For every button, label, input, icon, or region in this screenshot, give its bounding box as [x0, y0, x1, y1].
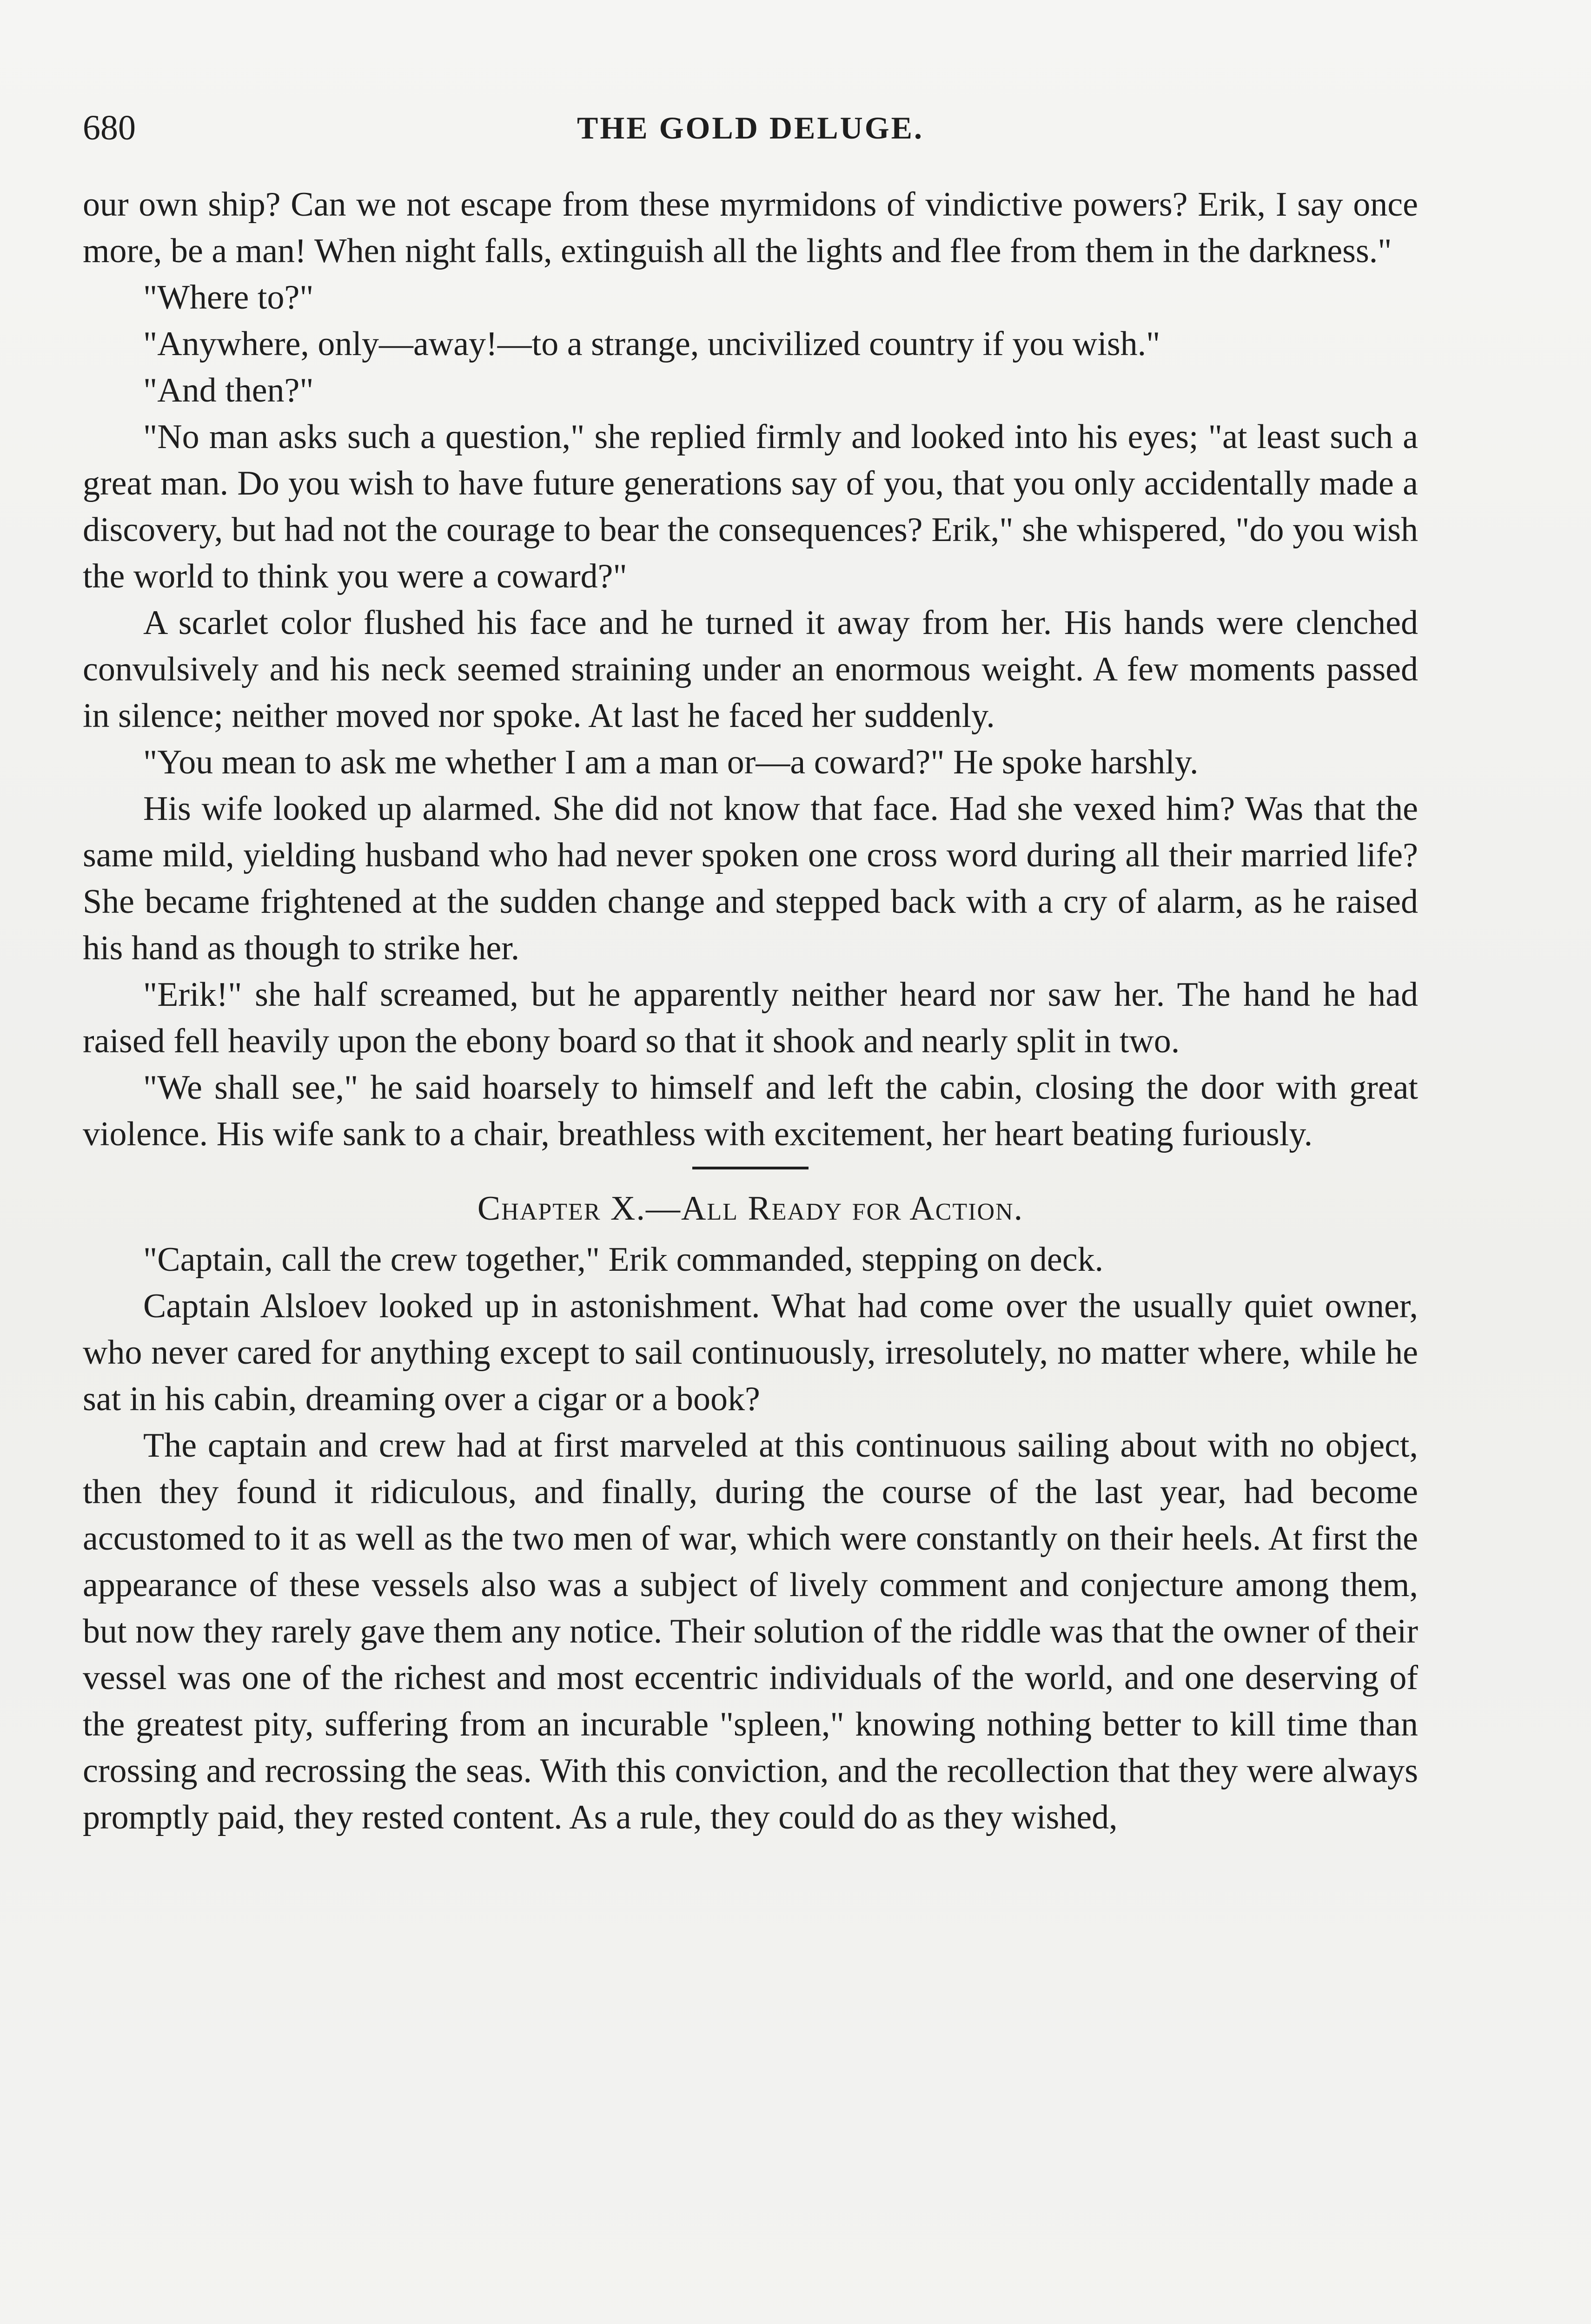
paragraph: "Erik!" she half screamed, but he apparently neither heard nor saw her. The hand he had raised fell heavily upon the ebony board so that it shook and nearly split in two. — [83, 976, 1418, 1060]
body-text — [83, 181, 1418, 1841]
paragraph: "Where to?" — [143, 278, 314, 317]
chapter-title: Chapter X.—All Ready for Action. — [477, 1189, 1024, 1228]
section-divider — [692, 1167, 809, 1169]
page-header — [83, 107, 1418, 149]
paragraph: "You mean to ask me whether I am a man or—a coward?" He spoke harshly. — [143, 743, 1199, 781]
paragraph: our own ship? Can we not escape from these myrmidons of vindictive powers? Erik, I say once more, be a man! When night falls, extinguish all the lights and flee from them in the darkness." — [83, 185, 1418, 270]
paragraph: The captain and crew had at first marveled at this continuous sailing about with no object, then they found it ridiculous, and finally, during the course of the last year, had become accustomed to it as well as the two men of war, which were constantly on their heels. At first the appearance of these vessels also was a subject of lively comment and conjecture among them, but now they rarely gave them any notice. Their solution of the riddle was that the owner of their vessel was one of the richest and most eccentric individuals of the world, and one deserving of the greatest pity, suffering from an incurable "spleen," knowing nothing better to kill time than crossing and recrossing the seas. With this conviction, and the recollection that they were always promptly paid, they rested content. As a rule, they could do as they wished, — [83, 1426, 1418, 1836]
paragraph: "We shall see," he said hoarsely to himself and left the cabin, closing the door with great violence. His wife sank to a chair, breathless with excitement, her heart beating furiously. — [83, 1069, 1418, 1153]
running-head: THE GOLD DELUGE. — [577, 110, 924, 145]
paragraph: "And then?" — [143, 371, 314, 409]
paragraph: "No man asks such a question," she replied firmly and looked into his eyes; "at least such a great man. Do you wish to have future generations say of you, that you only accidentally made a discovery, but had not the courage to bear the consequences? Erik," she whispered, "do you wish the world to think you were a coward?" — [83, 418, 1418, 595]
page-number: 680 — [83, 108, 136, 147]
paragraph: A scarlet color flushed his face and he turned it away from her. His hands were clenched convulsively and his neck seemed straining under an enormous weight. A few moments passed in silence; neither moved nor spoke. At last he faced her suddenly. — [83, 604, 1418, 735]
paragraph: "Captain, call the crew together," Erik commanded, stepping on deck. — [143, 1241, 1104, 1279]
paragraph: Captain Alsloev looked up in astonishment. What had come over the usually quiet owner, who never cared for anything except to sail continuously, irresolutely, no matter where, while he sat in his cabin, dreaming over a cigar or a book? — [83, 1287, 1418, 1418]
paragraph: "Anywhere, only—away!—to a strange, uncivilized country if you wish." — [143, 325, 1160, 363]
paragraph: His wife looked up alarmed. She did not know that face. Had she vexed him? Was that the same mild, yielding husband who had never spoken one cross word during all their married life? She became frightened at the sudden change and stepped back with a cry of alarm, as he raised his hand as though to strike her. — [83, 790, 1418, 967]
